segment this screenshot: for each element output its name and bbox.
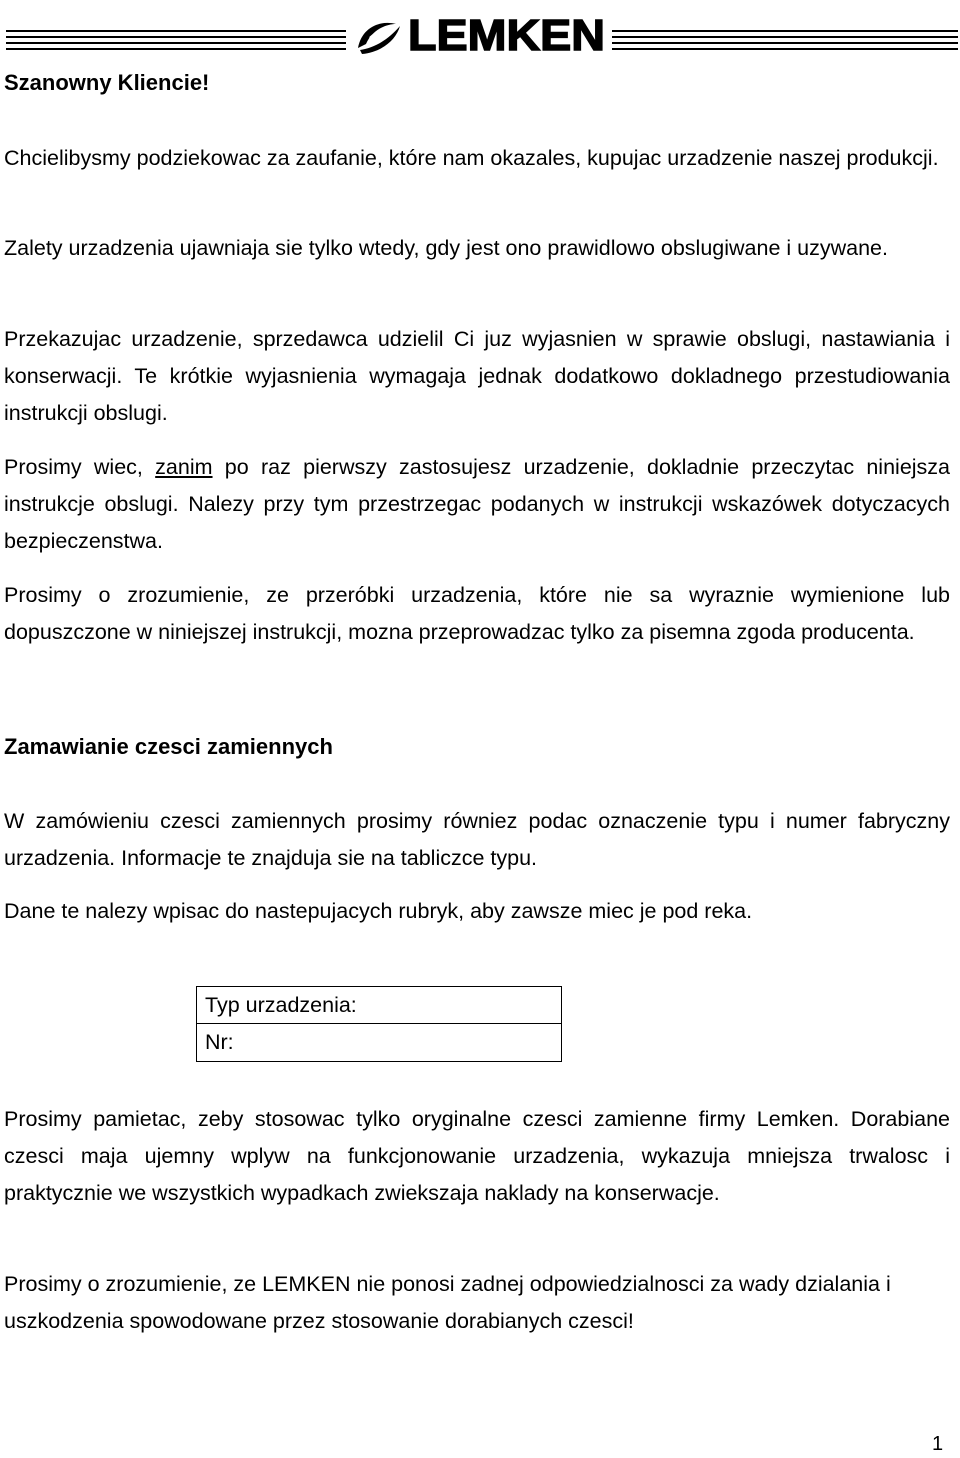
form-label-type: Typ urzadzenia:	[205, 993, 357, 1017]
page-header	[0, 0, 960, 60]
lemken-logo	[352, 11, 608, 60]
machine-info-form	[196, 986, 562, 1062]
header-rule-right	[612, 30, 958, 50]
header-rule-left	[6, 30, 346, 50]
form-row-type[interactable]	[197, 987, 561, 1024]
page-number: 1	[932, 1433, 944, 1455]
read-manual-emphasis: zanim	[155, 455, 213, 479]
paragraph-modifications: Prosimy o zrozumienie, ze przeróbki urzadzenia, które nie sa wyraznie wymienione lub dopuszczone w niniejszej instrukcji, mozna przeprowadzac tylko za pisemna zgoda producenta.	[4, 583, 950, 644]
paragraph-record-data: Dane te nalezy wpisac do nastepujacych rubryk, aby zawsze miec je pod reka.	[4, 899, 753, 923]
paragraph-ordering: W zamówieniu czesci zamiennych prosimy równiez podac oznaczenie typu i numer fabryczny urzadzenia. Informacje te znajduja sie na tabliczce typu.	[4, 809, 950, 870]
paragraph-original-parts: Prosimy pamietac, zeby stosowac tylko oryginalne czesci zamienne firmy Lemken. Dorabiane czesci maja ujemny wplyw na funkcjonowanie urzadzenia, wykazuja mniejsza trwalosc i praktycznie we wszystkich wypadkach zwiekszaja naklady na konserwacje.	[4, 1107, 950, 1205]
paragraph-read-manual	[4, 449, 950, 560]
paragraph-handover: Przekazujac urzadzenie, sprzedawca udzielil Ci juz wyjasnien w sprawie obslugi, nastawiania i konserwacji. Te krótkie wyjasnienia wymagaja jednak dodatkowo dokladnego przestudiowania instrukcji obslugi.	[4, 327, 950, 425]
read-manual-text-end: po raz pierwszy zastosujesz urzadzenie, dokladnie przeczytac niniejsza instrukcje obslugi. Nalezy przy tym przestrzegac podanych w instrukcji wskazówek dotyczacych bezpieczenstwa.	[4, 455, 951, 553]
paragraph-liability: Prosimy o zrozumienie, ze LEMKEN nie ponosi zadnej odpowiedzialnosci za wady dzialania i uszkodzenia spowodowane przez stosowanie dorabianych czesci!	[4, 1272, 891, 1333]
read-manual-text-start: Prosimy wiec,	[4, 455, 156, 479]
form-label-number: Nr:	[205, 1030, 234, 1054]
greeting: Szanowny Kliencie!	[4, 70, 210, 95]
spare-parts-heading: Zamawianie czesci zamiennych	[4, 734, 333, 759]
brand-wordmark: LEMKEN	[408, 11, 605, 60]
lemken-emblem-icon	[352, 18, 404, 56]
paragraph-advantages: Zalety urzadzenia ujawniaja sie tylko wtedy, gdy jest ono prawidlowo obslugiwane i uzywane.	[4, 236, 888, 260]
form-row-number[interactable]	[197, 1024, 561, 1061]
paragraph-thanks: Chcielibysmy podziekowac za zaufanie, które nam okazales, kupujac urzadzenie naszej produkcji.	[4, 146, 939, 170]
